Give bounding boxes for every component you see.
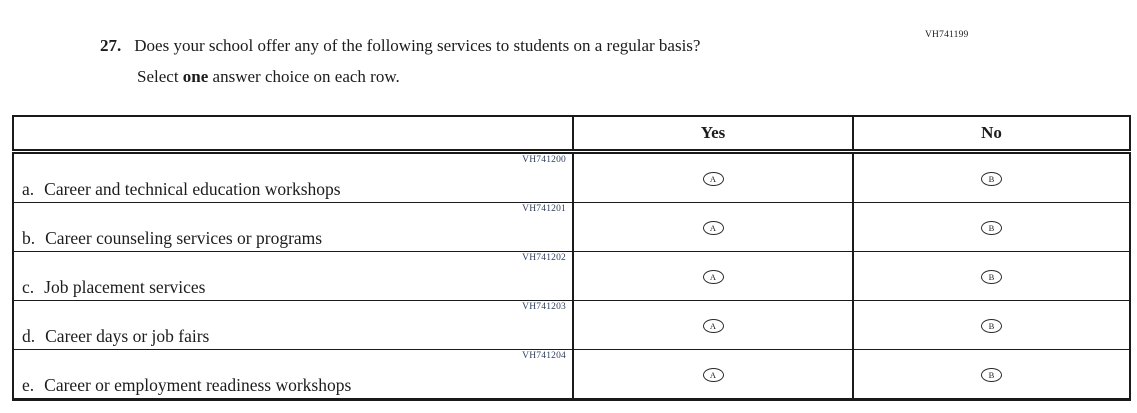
answer-bubble-no[interactable]: B xyxy=(981,172,1002,186)
row-letter: c. xyxy=(22,276,35,297)
header-row xyxy=(13,116,1130,152)
row-accession-code: VH741201 xyxy=(522,204,566,214)
table-row xyxy=(13,252,1130,301)
header-item-column xyxy=(13,116,573,152)
header-no: No xyxy=(853,116,1130,152)
row-text: Career and technical education workshops xyxy=(44,178,341,199)
item-cell xyxy=(14,301,572,349)
row-text: Job placement services xyxy=(44,276,206,297)
answer-bubble-yes[interactable]: A xyxy=(703,221,724,235)
question-text: Does your school offer any of the following services to students on a regular basis? xyxy=(134,36,701,55)
item-cell xyxy=(14,350,572,398)
answer-bubble-yes[interactable]: A xyxy=(703,270,724,284)
question-accession-code: VH741199 xyxy=(925,30,969,40)
row-accession-code: VH741204 xyxy=(522,351,566,361)
answer-bubble-no[interactable]: B xyxy=(981,270,1002,284)
answer-bubble-yes[interactable]: A xyxy=(703,319,724,333)
row-letter: a. xyxy=(22,178,35,199)
instruction-pre: Select xyxy=(137,67,183,87)
answer-bubble-no[interactable]: B xyxy=(981,221,1002,235)
row-letter: e. xyxy=(22,374,35,395)
row-letter: d. xyxy=(22,325,36,346)
row-label xyxy=(22,229,566,248)
row-accession-code: VH741202 xyxy=(522,253,566,263)
question-instruction xyxy=(137,67,920,87)
answer-bubble-no[interactable]: B xyxy=(981,368,1002,382)
row-text: Career or employment readiness workshops xyxy=(44,374,352,395)
row-label xyxy=(22,327,566,346)
row-label xyxy=(22,180,566,199)
answer-bubble-yes[interactable]: A xyxy=(703,172,724,186)
row-text: Career counseling services or programs xyxy=(45,227,323,248)
table-row xyxy=(13,301,1130,350)
row-accession-code: VH741203 xyxy=(522,302,566,312)
row-label xyxy=(22,376,566,395)
table-row xyxy=(13,203,1130,252)
instruction-bold: one xyxy=(182,67,209,87)
answer-grid-table xyxy=(12,115,1131,401)
row-accession-code: VH741200 xyxy=(522,155,566,165)
row-text: Career days or job fairs xyxy=(45,325,210,346)
row-letter: b. xyxy=(22,227,36,248)
question-block xyxy=(100,36,920,88)
header-yes: Yes xyxy=(573,116,853,152)
question-number: 27. xyxy=(100,36,122,55)
instruction-post: answer choice on each row. xyxy=(208,67,400,87)
row-label xyxy=(22,278,566,297)
item-cell xyxy=(14,203,572,251)
answer-bubble-yes[interactable]: A xyxy=(703,368,724,382)
table-row xyxy=(13,152,1130,203)
item-cell xyxy=(14,252,572,300)
answer-bubble-no[interactable]: B xyxy=(981,319,1002,333)
table-row xyxy=(13,350,1130,400)
item-cell xyxy=(14,154,572,202)
